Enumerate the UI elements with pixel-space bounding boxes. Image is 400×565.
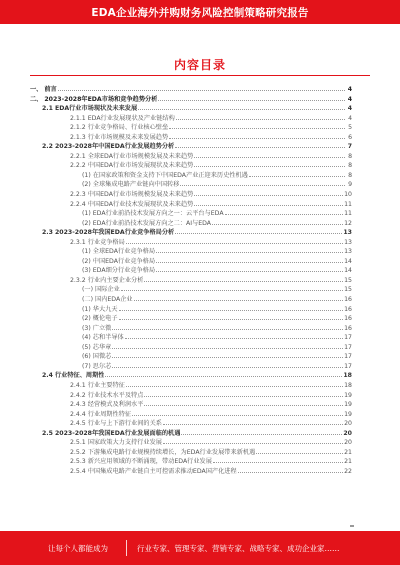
toc-dot-leader (249, 170, 345, 177)
toc-dot-leader (144, 275, 343, 282)
toc-entry-number: 2.5 (42, 429, 53, 437)
toc-entry-number: (3) (82, 324, 91, 332)
toc-entry-page: 20 (344, 420, 352, 428)
toc-entry-page: 17 (344, 353, 352, 361)
toc-entry-title: 前言 (44, 86, 57, 93)
toc-dot-leader (163, 418, 343, 425)
toc-entry-page: 13 (344, 248, 352, 256)
toc-entry-page: 8 (348, 162, 352, 170)
toc-entry-number: 2.2.3 (70, 191, 86, 199)
toc-entry-number: 2.4.5 (70, 420, 86, 428)
footer-roles: 行业专家、管理专家、营销专家、战略专家、成功企业家…… (137, 543, 340, 553)
toc-entry-title: 2023-2028年EDA市场和竞争趋势分析 (44, 95, 158, 103)
toc-entry-title: 2023-2028年中国EDA行业发展趋势分析 (54, 143, 175, 151)
toc-entry[interactable] (30, 218, 352, 228)
toc-dot-leader (163, 437, 343, 444)
toc-entry[interactable] (30, 294, 352, 304)
toc-entry[interactable] (30, 447, 352, 457)
toc-entry-page: 21 (344, 458, 352, 466)
toc-entry-title: 芯华章 (92, 343, 112, 351)
toc-entry[interactable] (30, 246, 352, 256)
toc-entry-page: 11 (344, 210, 352, 218)
toc-entry[interactable] (30, 456, 352, 466)
toc-entry-number: (6) (82, 353, 91, 361)
toc-entry-title: 行业内主要企业分析 (87, 276, 144, 284)
toc-entry[interactable] (30, 437, 352, 447)
toc-entry[interactable] (30, 370, 352, 380)
footer-divider (126, 540, 127, 556)
toc-entry-number: 2.5.3 (70, 458, 86, 466)
table-of-contents (30, 84, 352, 475)
toc-entry[interactable] (30, 113, 352, 123)
toc-entry-number: 二、 (30, 95, 43, 103)
toc-entry-title: 全球EDA行业市场规模发展及未来趋势 (87, 152, 194, 160)
toc-dot-leader (156, 246, 343, 253)
toc-entry[interactable] (30, 151, 352, 161)
toc-entry-number: 2.5.4 (70, 467, 86, 475)
toc-entry-title: 华大九天 (92, 305, 118, 313)
toc-entry-page: 7 (347, 143, 352, 151)
toc-entry-page: 17 (344, 334, 352, 342)
toc-entry[interactable] (30, 170, 352, 180)
toc-entry-number: (2) (82, 257, 91, 265)
toc-entry-number: (2) (82, 219, 91, 227)
toc-dot-leader (138, 103, 345, 110)
toc-entry-number: (1) (82, 171, 91, 179)
toc-entry-number: 2.4.4 (70, 410, 86, 418)
toc-dot-leader (169, 122, 345, 129)
toc-entry-title: 国家政策大力支持行业发展 (87, 439, 162, 447)
report-header-bar (0, 0, 400, 24)
toc-entry-page: 14 (344, 257, 352, 265)
toc-entry-number: (二) (82, 296, 94, 304)
toc-dot-leader (125, 332, 343, 339)
toc-entry-title: 行业特征、周期性 (54, 372, 105, 380)
toc-entry-title: 中国EDA行业技术发展现状及未来趋势 (87, 200, 194, 208)
toc-entry-title: 中国EDA行业市场规模发展及未来趋势 (87, 191, 194, 199)
toc-entry-page: 16 (344, 296, 352, 304)
toc-entry-page: 13 (343, 229, 352, 237)
toc-entry-number: 2.1.1 (70, 114, 86, 122)
toc-entry[interactable] (30, 428, 352, 438)
toc-dot-leader (194, 199, 343, 206)
toc-dot-leader (238, 466, 343, 473)
toc-entry-page: 22 (344, 467, 352, 475)
toc-entry[interactable] (30, 199, 352, 209)
toc-entry-page: 8 (348, 152, 352, 160)
toc-entry-page: 11 (344, 200, 352, 208)
toc-entry-title: 芯和半导体 (92, 334, 124, 342)
toc-entry-page: 4 (348, 114, 352, 122)
toc-entry[interactable] (30, 409, 352, 419)
toc-entry[interactable] (30, 132, 352, 142)
toc-dot-leader (144, 399, 343, 406)
toc-entry[interactable] (30, 351, 352, 361)
toc-entry-title: 中国集成电路产业链自主可控需求推动EDA国产化进程 (87, 467, 237, 475)
toc-entry[interactable] (30, 237, 352, 247)
toc-entry[interactable] (30, 275, 352, 285)
toc-entry-page: 20 (344, 439, 352, 447)
toc-dot-leader (126, 237, 343, 244)
toc-entry-number: (1) (82, 305, 91, 313)
toc-entry-page: 15 (344, 286, 352, 294)
toc-entry[interactable] (30, 84, 352, 94)
toc-dot-leader (112, 342, 343, 349)
toc-entry-title: 行业与上下游行业间的关系 (87, 420, 162, 428)
toc-entry-page: 10 (344, 191, 352, 199)
toc-entry[interactable] (30, 103, 352, 113)
toc-entry-number: (1) (82, 248, 91, 256)
toc-entry-page: 17 (344, 343, 352, 351)
toc-entry-title: EDA行业发展现状及产业链结构 (87, 114, 175, 122)
toc-heading-divider (30, 75, 370, 76)
toc-dot-leader (156, 256, 343, 263)
toc-entry-number: 2.3.2 (70, 276, 86, 284)
toc-entry-number: 2.4.2 (70, 391, 86, 399)
toc-dot-leader (119, 313, 344, 320)
toc-entry[interactable] (30, 466, 352, 476)
toc-entry-page: 16 (344, 324, 352, 332)
report-title: EDA企业海外并购财务风险控制策略研究报告 (91, 6, 309, 19)
toc-entry-number: 2.1 (42, 105, 53, 113)
toc-entry-title: 国际企业 (95, 286, 120, 294)
toc-entry-title: 概伦电子 (92, 315, 118, 323)
toc-entry[interactable] (30, 265, 352, 275)
toc-entry-page: 4 (347, 86, 352, 93)
toc-entry-title: EDA行业市场现状及未来发展 (54, 105, 138, 113)
toc-dot-leader (158, 94, 345, 101)
toc-entry-number: 2.2 (42, 143, 53, 151)
toc-entry-number: 2.2.1 (70, 152, 86, 160)
toc-entry-page: 18 (343, 372, 352, 380)
toc-dot-leader (181, 428, 342, 435)
toc-entry-title: EDA行业前沿技术发展方向之一：云平台与EDA (92, 210, 224, 218)
toc-entry-title: 行业市场规模及未来发展趋势 (87, 133, 169, 141)
toc-entry[interactable] (30, 94, 352, 104)
toc-entry-page: 15 (344, 276, 352, 284)
toc-entry-title: EDA行业前沿技术发展方向之二：AI与EDA (92, 219, 212, 227)
toc-entry-title: 全球EDA行业竞争格局 (92, 248, 156, 256)
toc-dot-leader (134, 294, 344, 301)
toc-entry-title: 下游集成电路行业规模持续增长，为EDA行业发展带来新机遇 (87, 448, 256, 456)
toc-entry-page: 12 (344, 219, 352, 227)
toc-entry-title: 经营模式及利润水平 (87, 401, 144, 409)
toc-entry-page: 20 (343, 429, 352, 437)
toc-entry-number: 2.4 (42, 372, 53, 380)
toc-dot-leader (175, 227, 342, 234)
toc-entry-number: 2.5.2 (70, 448, 86, 456)
toc-entry-page: 14 (344, 267, 352, 275)
toc-entry-title: 2023-2028年我国EDA行业发展面临的机遇 (54, 429, 181, 437)
toc-entry-number: 2.3 (42, 229, 53, 237)
toc-entry-page: 21 (344, 448, 352, 456)
toc-entry-title: EDA细分行业竞争格局 (92, 267, 156, 275)
toc-entry[interactable] (30, 323, 352, 333)
toc-entry-title: 广立微 (92, 324, 112, 332)
toc-entry-number: (7) (82, 362, 91, 370)
toc-dot-leader (119, 304, 344, 311)
toc-entry-title: 在国家政策和资金支持下中国EDA产业正迎来历史性机遇 (92, 171, 248, 179)
toc-dot-leader (105, 370, 342, 377)
toc-dot-leader (194, 160, 345, 167)
toc-entry-title: 行业竞争格局 (87, 238, 125, 246)
toc-dot-leader (256, 447, 343, 454)
toc-entry[interactable] (30, 304, 352, 314)
toc-entry[interactable] (30, 284, 352, 294)
toc-entry[interactable] (30, 380, 352, 390)
toc-dot-leader (194, 151, 345, 158)
toc-entry-page: 4 (347, 95, 352, 103)
toc-entry[interactable] (30, 122, 352, 132)
toc-entry-page: 9 (348, 181, 352, 189)
toc-entry-title: 行业技术水平及特点 (87, 391, 144, 399)
toc-dot-leader (213, 456, 343, 463)
toc-entry-number: 2.1.3 (70, 133, 86, 141)
toc-entry-page: 19 (344, 391, 352, 399)
toc-dot-leader (112, 323, 343, 330)
toc-entry[interactable] (30, 399, 352, 409)
toc-entry-title: 行业周期性特征 (87, 410, 132, 418)
toc-entry-number: 2.4.3 (70, 401, 86, 409)
toc-entry-number: (4) (82, 334, 91, 342)
toc-dot-leader (132, 409, 343, 416)
toc-entry[interactable] (30, 179, 352, 189)
footer-slogan: 让每个人都能成为 (48, 543, 108, 553)
toc-entry-number: 一、 (30, 86, 43, 93)
toc-dot-leader (144, 390, 343, 397)
toc-dot-leader (225, 208, 344, 215)
toc-dot-leader (156, 265, 343, 272)
toc-entry-number: 2.5.1 (70, 439, 86, 447)
toc-heading: 内容目录 (173, 58, 226, 72)
toc-entry-page: 19 (344, 410, 352, 418)
toc-entry-number: 2.4.1 (70, 381, 86, 389)
toc-dot-leader (176, 113, 345, 120)
toc-entry-title: 国内EDA企业 (95, 296, 133, 304)
toc-dot-leader (175, 141, 345, 148)
toc-entry-title: 中国EDA行业市场发展现状及未来趋势 (87, 162, 194, 170)
toc-entry[interactable] (30, 256, 352, 266)
footer-bar (0, 531, 400, 565)
toc-dot-leader (121, 284, 343, 291)
toc-entry[interactable] (30, 160, 352, 170)
toc-dot-leader (112, 361, 343, 368)
toc-dot-leader (180, 179, 345, 186)
toc-entry-page: 17 (344, 362, 352, 370)
toc-entry-page: 8 (348, 171, 352, 179)
toc-entry[interactable] (30, 208, 352, 218)
toc-entry-title: 国微芯 (92, 353, 112, 361)
toc-dot-leader (58, 84, 345, 91)
page-marker (350, 525, 354, 527)
toc-entry-number: (一) (82, 286, 94, 294)
toc-entry-number: (3) (82, 267, 91, 275)
toc-entry-title: 2023-2028年我国EDA行业竞争格局分析 (54, 229, 175, 237)
toc-dot-leader (126, 380, 343, 387)
toc-entry-page: 18 (344, 381, 352, 389)
toc-entry-page: 16 (344, 305, 352, 313)
toc-entry[interactable] (30, 313, 352, 323)
toc-entry[interactable] (30, 227, 352, 237)
toc-entry-number: 2.3.1 (70, 238, 86, 246)
toc-entry-number: (1) (82, 210, 91, 218)
toc-entry-title: 中国EDA行业竞争格局 (92, 257, 156, 265)
toc-entry-title: 行业竞争格局、行业核心壁垒 (87, 124, 169, 132)
toc-entry[interactable] (30, 141, 352, 151)
toc-entry[interactable] (30, 332, 352, 342)
toc-entry-number: 2.1.2 (70, 124, 86, 132)
toc-entry-title: 全球集成电路产业链向中国转移 (92, 181, 180, 189)
toc-entry[interactable] (30, 418, 352, 428)
toc-entry-number: 2.2.4 (70, 200, 86, 208)
toc-entry[interactable] (30, 361, 352, 371)
toc-entry-page: 19 (344, 401, 352, 409)
toc-entry-number: (2) (82, 181, 91, 189)
toc-entry-page: 6 (348, 133, 352, 141)
toc-entry-title: 思尔芯 (92, 362, 112, 370)
toc-entry-title: 新兴应用领域的不断涌现，带动EDA行业发展 (87, 458, 212, 466)
toc-entry-page: 16 (344, 315, 352, 323)
toc-entry-number: (5) (82, 343, 91, 351)
toc-entry[interactable] (30, 342, 352, 352)
toc-entry-number: 2.2.2 (70, 162, 86, 170)
toc-dot-leader (212, 218, 343, 225)
toc-dot-leader (194, 189, 343, 196)
toc-entry-number: (2) (82, 315, 91, 323)
toc-entry[interactable] (30, 189, 352, 199)
toc-dot-leader (169, 132, 345, 139)
toc-entry-title: 行业主要特征 (87, 381, 125, 389)
toc-entry-page: 4 (347, 105, 352, 113)
toc-entry-page: 5 (348, 124, 352, 132)
toc-entry-page: 13 (344, 238, 352, 246)
toc-dot-leader (112, 351, 343, 358)
toc-entry[interactable] (30, 390, 352, 400)
